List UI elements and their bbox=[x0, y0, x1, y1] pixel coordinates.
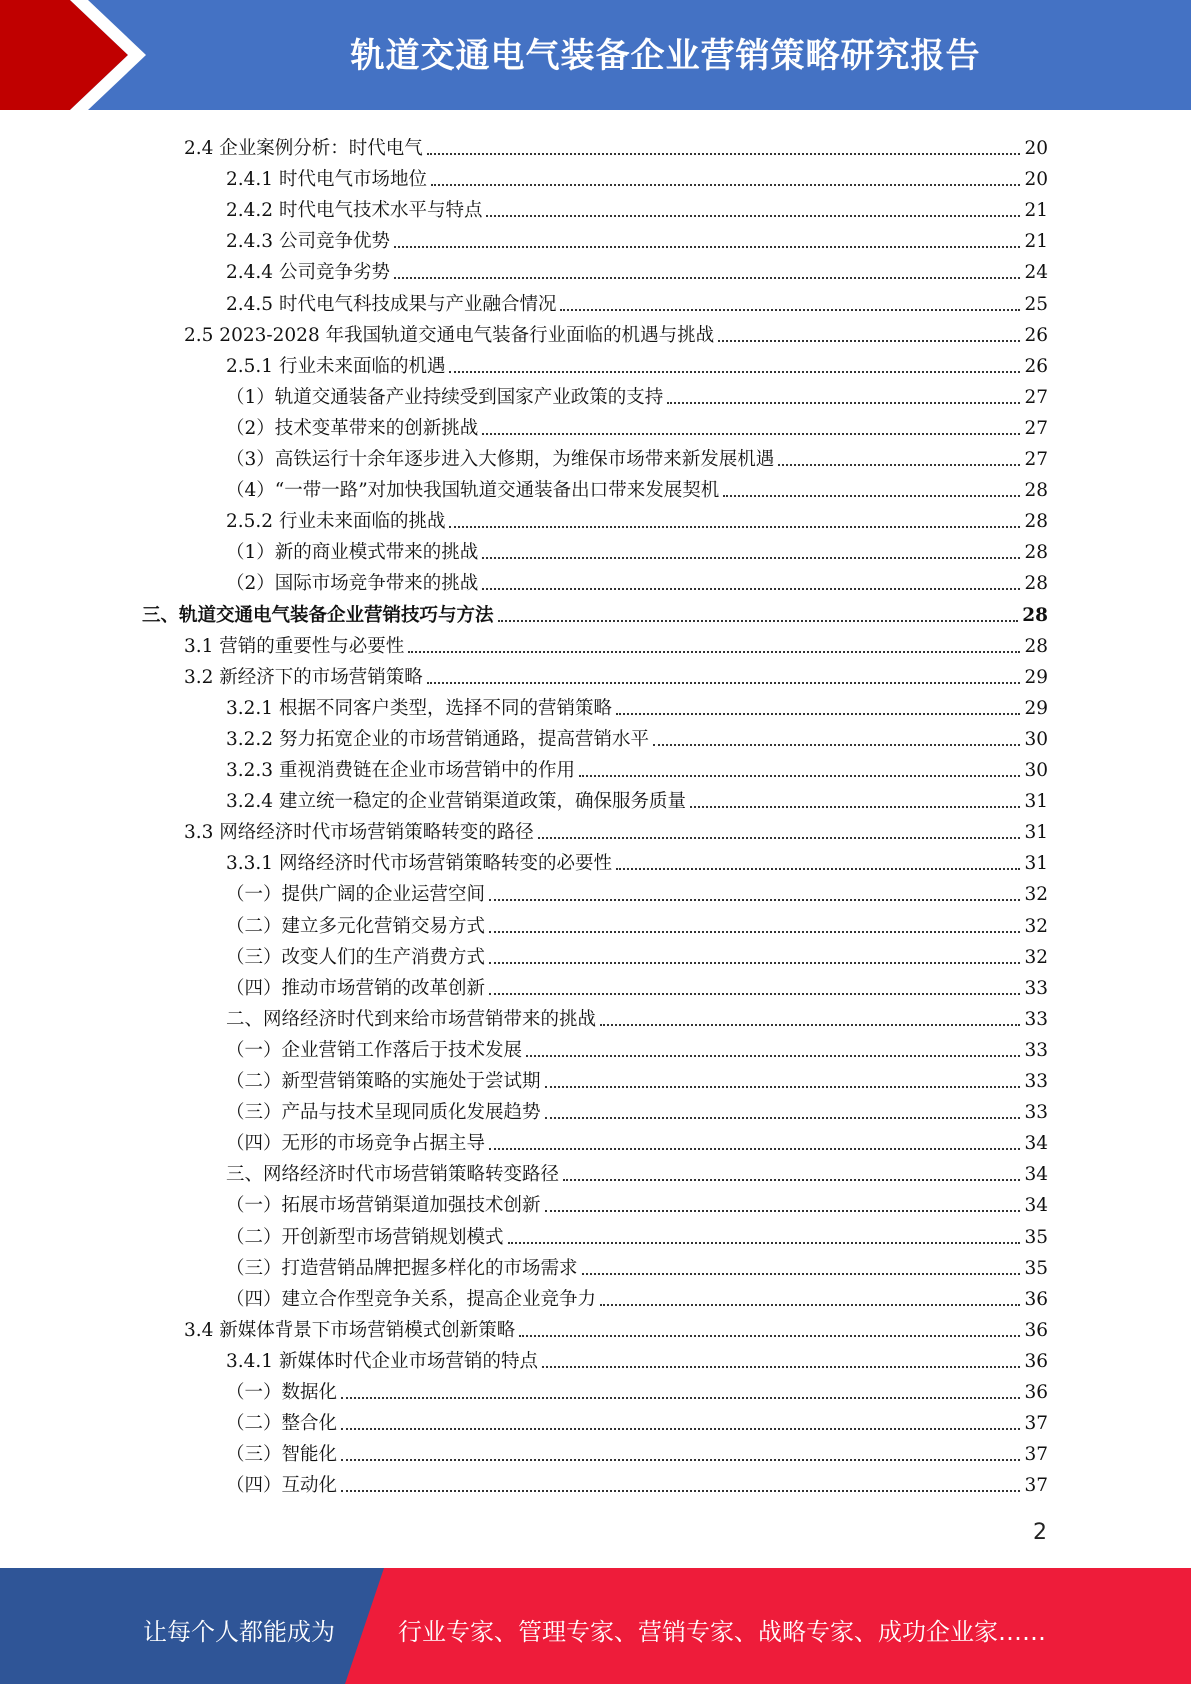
toc-leader-dots bbox=[394, 276, 1020, 279]
toc-entry-label: 3.3.1 网络经济时代市场营销策略转变的必要性 bbox=[226, 853, 612, 875]
toc-entry-page: 35 bbox=[1024, 1226, 1048, 1248]
toc-leader-dots bbox=[690, 805, 1020, 808]
toc-entry-page: 27 bbox=[1024, 386, 1048, 408]
toc-leader-dots bbox=[616, 712, 1020, 715]
toc-entry[interactable] bbox=[226, 1249, 1048, 1280]
toc-entry-label: 3.2.2 努力拓宽企业的市场营销通路，提高营销水平 bbox=[226, 728, 649, 750]
toc-entry[interactable] bbox=[226, 1000, 1048, 1031]
toc-entry-page: 31 bbox=[1024, 853, 1048, 875]
toc-entry-label: （一）数据化 bbox=[226, 1382, 338, 1403]
page-header bbox=[0, 0, 1191, 110]
toc-entry[interactable] bbox=[226, 1218, 1048, 1249]
toc-leader-dots bbox=[341, 1458, 1020, 1461]
toc-leader-dots bbox=[508, 1241, 1021, 1244]
page-footer bbox=[0, 1568, 1191, 1684]
toc-entry[interactable] bbox=[226, 1124, 1048, 1155]
toc-entry[interactable] bbox=[184, 813, 1048, 844]
toc-entry-label: 2.4.2 时代电气技术水平与特点 bbox=[226, 200, 483, 222]
toc-entry-label: （四）建立合作型竞争关系，提高企业竞争力 bbox=[226, 1288, 597, 1310]
toc-entry-page: 28 bbox=[1024, 573, 1048, 595]
toc-entry-label: （四）无形的市场竞争占据主导 bbox=[226, 1133, 486, 1155]
toc-leader-dots bbox=[489, 898, 1020, 901]
toc-leader-dots bbox=[498, 619, 1019, 622]
toc-entry-label: （一）提供广阔的企业运营空间 bbox=[226, 884, 486, 906]
toc-entry[interactable] bbox=[226, 1373, 1048, 1404]
toc-leader-dots bbox=[582, 1272, 1021, 1275]
toc-entry-page: 27 bbox=[1024, 449, 1048, 470]
toc-leader-dots bbox=[600, 1303, 1020, 1306]
toc-entry-label: 2.4.5 时代电气科技成果与产业融合情况 bbox=[226, 293, 557, 315]
toc-entry[interactable] bbox=[226, 160, 1048, 191]
toc-entry-page: 36 bbox=[1024, 1382, 1048, 1403]
toc-entry-label: （一）企业营销工作落后于技术发展 bbox=[226, 1039, 523, 1061]
toc-entry-label: 三、轨道交通电气装备企业营销技巧与方法 bbox=[142, 604, 494, 626]
toc-entry[interactable] bbox=[226, 471, 1048, 502]
toc-entry[interactable] bbox=[226, 191, 1048, 222]
toc-entry-label: （二）新型营销策略的实施处于尝试期 bbox=[226, 1071, 541, 1092]
toc-entry-page: 26 bbox=[1024, 355, 1048, 377]
toc-leader-dots bbox=[408, 650, 1020, 653]
toc-entry-page: 26 bbox=[1024, 324, 1048, 346]
toc-entry-label: 3.2.1 根据不同客户类型，选择不同的营销策略 bbox=[226, 697, 612, 719]
toc-leader-dots bbox=[482, 556, 1020, 559]
toc-entry[interactable] bbox=[226, 533, 1048, 564]
toc-leader-dots bbox=[449, 370, 1020, 373]
toc-entry-label: （3）高铁运行十余年逐步进入大修期，为维保市场带来新发展机遇 bbox=[226, 449, 775, 470]
page-number: 2 bbox=[1033, 1520, 1047, 1545]
toc-entry[interactable] bbox=[226, 907, 1048, 938]
toc-leader-dots bbox=[563, 1178, 1020, 1181]
toc-leader-dots bbox=[723, 494, 1020, 497]
toc-entry-label: 2.4 企业案例分析：时代电气 bbox=[184, 138, 423, 159]
toc-entry-label: 2.5.2 行业未来面临的挑战 bbox=[226, 511, 446, 533]
toc-leader-dots bbox=[778, 463, 1020, 466]
toc-entry-label: 二、网络经济时代到来给市场营销带来的挑战 bbox=[226, 1008, 597, 1030]
toc-entry-page: 30 bbox=[1024, 760, 1048, 781]
toc-entry[interactable] bbox=[226, 1342, 1048, 1373]
toc-entry-label: （4）“一带一路”对加快我国轨道交通装备出口带来发展契机 bbox=[226, 480, 720, 502]
toc-entry[interactable] bbox=[184, 316, 1048, 347]
toc-leader-dots bbox=[526, 1054, 1020, 1057]
toc-leader-dots bbox=[600, 1023, 1020, 1026]
toc-leader-dots bbox=[449, 525, 1020, 528]
toc-entry[interactable] bbox=[226, 285, 1048, 316]
toc-entry[interactable] bbox=[226, 440, 1048, 471]
toc-leader-dots bbox=[427, 681, 1021, 684]
toc-leader-dots bbox=[489, 992, 1020, 995]
toc-leader-dots bbox=[341, 1427, 1020, 1430]
toc-leader-dots bbox=[482, 587, 1020, 590]
toc-entry-page: 33 bbox=[1024, 1102, 1048, 1124]
toc-entry[interactable] bbox=[226, 938, 1048, 969]
toc-entry-label: （三）改变人们的生产消费方式 bbox=[226, 946, 486, 968]
toc-leader-dots bbox=[482, 432, 1020, 435]
toc-entry-page: 32 bbox=[1024, 946, 1048, 968]
toc-entry-page: 32 bbox=[1024, 884, 1048, 906]
toc-entry[interactable] bbox=[226, 1155, 1048, 1186]
toc-entry-label: （一）拓展市场营销渠道加强技术创新 bbox=[226, 1195, 541, 1217]
toc-entry[interactable] bbox=[226, 689, 1048, 720]
toc-leader-dots bbox=[341, 1396, 1020, 1399]
toc-entry[interactable] bbox=[226, 751, 1048, 782]
toc-leader-dots bbox=[718, 339, 1020, 342]
toc-entry-label: 三、网络经济时代市场营销策略转变路径 bbox=[226, 1164, 560, 1186]
toc-entry-page: 21 bbox=[1024, 231, 1048, 253]
toc-entry-page: 37 bbox=[1024, 1413, 1048, 1435]
toc-leader-dots bbox=[431, 183, 1020, 186]
toc-entry[interactable] bbox=[226, 875, 1048, 906]
toc-leader-dots bbox=[545, 1209, 1021, 1212]
toc-entry-label: 3.2 新经济下的市场营销策略 bbox=[184, 666, 423, 688]
toc-entry-page: 30 bbox=[1024, 728, 1048, 750]
toc-leader-dots bbox=[616, 867, 1020, 870]
toc-entry-label: （1）轨道交通装备产业持续受到国家产业政策的支持 bbox=[226, 386, 664, 408]
toc-entry-page: 36 bbox=[1024, 1350, 1048, 1372]
toc-entry-page: 28 bbox=[1022, 604, 1048, 626]
toc-leader-dots bbox=[545, 1116, 1021, 1119]
toc-entry-page: 34 bbox=[1024, 1195, 1048, 1217]
toc-entry-label: （2）国际市场竞争带来的挑战 bbox=[226, 573, 479, 595]
toc-entry[interactable] bbox=[226, 1186, 1048, 1217]
toc-entry-label: 2.5.1 行业未来面临的机遇 bbox=[226, 355, 446, 377]
toc-entry-label: （三）产品与技术呈现同质化发展趋势 bbox=[226, 1102, 541, 1124]
toc-leader-dots bbox=[545, 1085, 1021, 1088]
toc-entry[interactable] bbox=[226, 720, 1048, 751]
toc-entry[interactable] bbox=[226, 844, 1048, 875]
toc-entry-page: 31 bbox=[1024, 822, 1048, 844]
toc-entry-page: 28 bbox=[1024, 480, 1048, 502]
toc-entry-page: 29 bbox=[1024, 697, 1048, 719]
toc-entry-page: 28 bbox=[1024, 635, 1048, 657]
toc-entry-label: 3.3 网络经济时代市场营销策略转变的路径 bbox=[184, 822, 534, 844]
toc-leader-dots bbox=[653, 743, 1020, 746]
toc-entry[interactable] bbox=[226, 1435, 1048, 1466]
toc-entry[interactable] bbox=[226, 969, 1048, 1000]
toc-leader-dots bbox=[519, 1334, 1020, 1337]
toc-leader-dots bbox=[489, 961, 1020, 964]
toc-entry-page: 33 bbox=[1024, 1039, 1048, 1061]
toc-entry[interactable] bbox=[226, 378, 1048, 409]
toc-leader-dots bbox=[489, 930, 1020, 933]
toc-entry[interactable] bbox=[226, 1031, 1048, 1062]
toc-leader-dots bbox=[394, 245, 1020, 248]
toc-entry-label: 3.4.1 新媒体时代企业市场营销的特点 bbox=[226, 1350, 538, 1372]
toc-entry-page: 33 bbox=[1024, 1071, 1048, 1092]
toc-entry-page: 27 bbox=[1024, 417, 1048, 439]
toc-entry[interactable] bbox=[184, 129, 1048, 160]
toc-entry-label: （二）开创新型市场营销规划模式 bbox=[226, 1226, 504, 1248]
report-title: 轨道交通电气装备企业营销策略研究报告 bbox=[350, 36, 981, 76]
toc-leader-dots bbox=[486, 214, 1020, 217]
toc-entry[interactable] bbox=[184, 1311, 1048, 1342]
toc-entry-page: 33 bbox=[1024, 1008, 1048, 1030]
toc-entry-label: 2.5 2023-2028 年我国轨道交通电气装备行业面临的机遇与挑战 bbox=[184, 324, 715, 346]
toc-entry[interactable] bbox=[226, 1280, 1048, 1311]
toc-entry-page: 20 bbox=[1024, 169, 1048, 191]
toc-entry[interactable] bbox=[226, 564, 1048, 595]
toc-entry-label: 3.2.4 建立统一稳定的企业营销渠道政策，确保服务质量 bbox=[226, 791, 686, 813]
toc-leader-dots bbox=[667, 401, 1020, 404]
toc-leader-dots bbox=[489, 1147, 1020, 1150]
toc-entry-page: 28 bbox=[1024, 542, 1048, 564]
toc-entry-page: 34 bbox=[1024, 1164, 1048, 1186]
toc-leader-dots bbox=[427, 152, 1021, 155]
toc-entry-label: （2）技术变革带来的创新挑战 bbox=[226, 417, 479, 439]
toc-entry[interactable] bbox=[226, 1062, 1048, 1093]
toc-entry[interactable] bbox=[226, 1404, 1048, 1435]
toc-entry-label: （二）建立多元化营销交易方式 bbox=[226, 915, 486, 937]
toc-entry-page: 31 bbox=[1024, 791, 1048, 813]
toc-entry[interactable] bbox=[226, 222, 1048, 253]
toc-entry-page: 28 bbox=[1024, 511, 1048, 533]
toc-entry-page: 37 bbox=[1024, 1444, 1048, 1466]
toc-leader-dots bbox=[579, 774, 1020, 777]
toc-entry[interactable] bbox=[184, 627, 1048, 658]
footer-slogan-right: 行业专家、管理专家、营销专家、战略专家、成功企业家…… bbox=[398, 1618, 1046, 1646]
toc-entry-label: 2.4.1 时代电气市场地位 bbox=[226, 169, 427, 191]
toc-entry[interactable] bbox=[226, 1466, 1048, 1497]
toc-entry[interactable] bbox=[184, 658, 1048, 689]
toc-entry-page: 29 bbox=[1024, 666, 1048, 688]
toc-entry-page: 35 bbox=[1024, 1257, 1048, 1279]
toc-entry-page: 25 bbox=[1024, 293, 1048, 315]
footer-slogan-left: 让每个人都能成为 bbox=[143, 1618, 335, 1646]
toc-entry-page: 24 bbox=[1024, 262, 1048, 284]
toc-entry-label: 2.4.3 公司竞争优势 bbox=[226, 231, 390, 253]
toc-entry-label: （1）新的商业模式带来的挑战 bbox=[226, 542, 479, 564]
toc-entry[interactable] bbox=[226, 347, 1048, 378]
toc-entry-label: （二）整合化 bbox=[226, 1413, 338, 1435]
toc-entry-page: 34 bbox=[1024, 1133, 1048, 1155]
toc-entry-page: 37 bbox=[1024, 1475, 1048, 1497]
toc-entry[interactable] bbox=[226, 253, 1048, 284]
toc-entry-label: 3.1 营销的重要性与必要性 bbox=[184, 635, 405, 657]
toc-entry-page: 36 bbox=[1024, 1319, 1048, 1341]
toc-leader-dots bbox=[538, 836, 1021, 839]
toc-entry[interactable] bbox=[226, 1093, 1048, 1124]
toc-entry-label: 2.4.4 公司竞争劣势 bbox=[226, 262, 390, 284]
toc-entry-page: 33 bbox=[1024, 977, 1048, 999]
toc-entry[interactable] bbox=[226, 782, 1048, 813]
toc-entry[interactable] bbox=[142, 596, 1048, 627]
toc-entry-page: 21 bbox=[1024, 200, 1048, 222]
toc-entry-page: 32 bbox=[1024, 915, 1048, 937]
toc-entry[interactable] bbox=[226, 409, 1048, 440]
toc-entry-label: 3.4 新媒体背景下市场营销模式创新策略 bbox=[184, 1319, 516, 1341]
toc-leader-dots bbox=[542, 1365, 1020, 1368]
toc-entry-label: 3.2.3 重视消费链在企业市场营销中的作用 bbox=[226, 760, 575, 781]
toc-entry-page: 20 bbox=[1024, 138, 1048, 159]
toc-entry-page: 36 bbox=[1024, 1288, 1048, 1310]
toc-entry-label: （三）打造营销品牌把握多样化的市场需求 bbox=[226, 1257, 578, 1279]
toc-leader-dots bbox=[560, 308, 1020, 311]
toc-entry-label: （四）推动市场营销的改革创新 bbox=[226, 977, 486, 999]
toc-leader-dots bbox=[341, 1489, 1020, 1492]
toc-entry[interactable] bbox=[226, 502, 1048, 533]
toc-entry-label: （三）智能化 bbox=[226, 1444, 338, 1466]
toc-entry-label: （四）互动化 bbox=[226, 1475, 338, 1497]
